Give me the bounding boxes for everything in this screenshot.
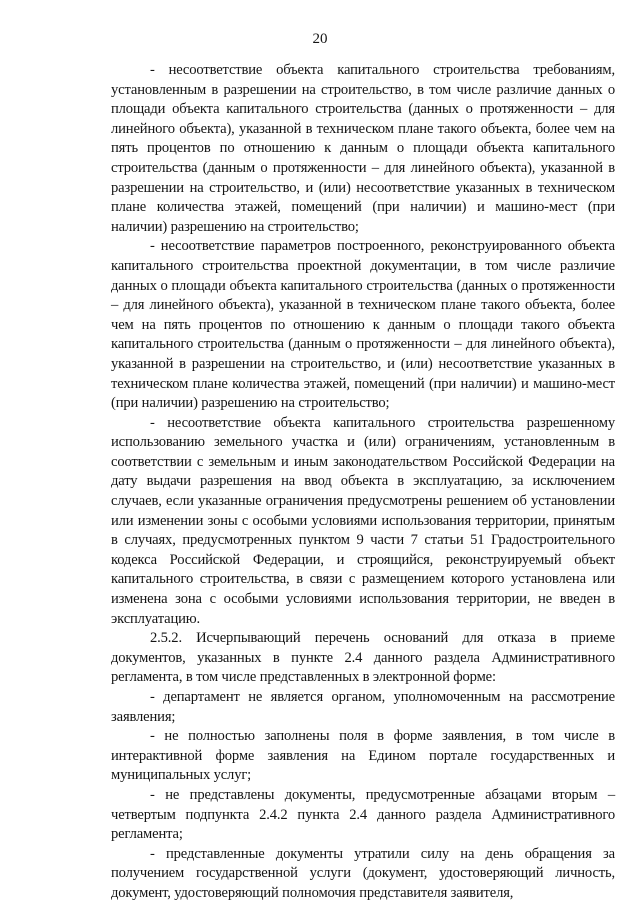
document-body	[111, 61, 615, 904]
paragraph: 2.5.2. Исчерпывающий перечень оснований для отказа в приеме документов, указанных в пункте 2.4 данного раздела Административного регламента, в том числе представленных в электронной форме:	[111, 630, 615, 686]
paragraph: - несоответствие объекта капитального строительства разрешенному использованию земельного участка и (или) ограничениям, установленным в соответствии с земельным и иным законодательством Российской Федерации на дату выдачи разрешения на ввод объекта в эксплуатацию, за исключением случаев, если указанные ограничения предусмотрены решением об установлении или изменении зоны с особыми условиями использования территории, принятым в случаях, предусмотренных пунктом 9 части 7 статьи 51 Градостроительного кодекса Российской Федерации, и строящийся, реконструируемый объект капитального строительства, в связи с размещением которого установлена или изменена зона с особыми условиями использования территории, не введен в эксплуатацию.	[111, 414, 615, 627]
paragraph: - департамент не является органом, уполномоченным на рассмотрение заявления;	[111, 689, 615, 725]
paragraph: - не представлены документы, предусмотренные абзацами вторым – четвертым подпункта 2.4.2 пункта 2.4 данного раздела Административного регламента;	[111, 786, 615, 843]
paragraph: - несоответствие параметров построенного, реконструированного объекта капитального строительства проектной документации, в том числе различие данных о площади объекта капитального строительства (данных о протяженности – для линейного объекта), указанной в техническом плане такого объекта, более чем на пять процентов по отношению к данным о площади такого объекта капитального строительства (данным о протяженности – для линейного объекта), указанной в разрешении на строительство, и (или) несоответствие указанных в техническом плане количества этажей, помещений (при наличии) и машино-мест (при наличии) разрешению на строительство;	[111, 238, 615, 412]
paragraph: - представленные документы утратили силу на день обращения за получением государственной услуги (документ, удостоверяющий личность, документ, удостоверяющий полномочия представителя заявителя,	[111, 845, 615, 901]
paragraph: - не полностью заполнены поля в форме заявления, в том числе в интерактивной форме заявления на Едином портале государственных и муниципальных услуг;	[111, 728, 615, 784]
paragraph: - несоответствие объекта капитального строительства требованиям, установленным в разрешении на строительство, в том числе различие данных о площади объекта капитального строительства (данных о протяженности – для линейного объекта), указанной в техническом плане такого объекта, более чем на пять процентов по отношению к данным о площади объекта капитального строительства (данным о протяженности – для линейного объекта), указанной в разрешении на строительство, и (или) несоответствие указанных в техническом плане количества этажей, помещений (при наличии) и машино-мест (при наличии) разрешению на строительство;	[111, 62, 615, 235]
page-number: 20	[312, 31, 328, 47]
